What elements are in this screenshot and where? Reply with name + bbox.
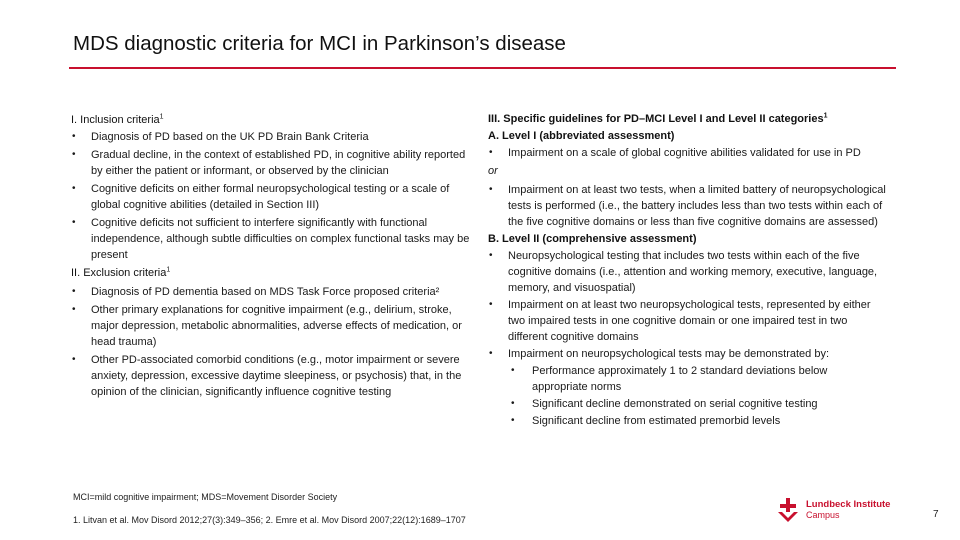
or-separator: or <box>488 165 498 177</box>
bullet-icon: • <box>489 147 493 158</box>
bullet-icon: • <box>72 149 76 160</box>
level2-sublist <box>488 363 893 429</box>
inclusion-list <box>71 129 476 263</box>
logo-text-secondary: Campus <box>806 510 840 520</box>
list-item: • Impairment on a scale of global cognitive abilities validated for use in PD <box>489 147 861 159</box>
list-item: • Gradual decline, in the context of established PD, in cognitive ability reported by either the patient or informant, or observed by the clinician <box>72 149 466 177</box>
level2-list <box>488 248 893 362</box>
list-item: • Impairment on at least two neuropsychological tests, represented by either two impaired tests in one cognitive domain or one impaired test in two different cognitive domains <box>489 299 871 343</box>
abbreviations-footnote: MCI=mild cognitive impairment; MDS=Movement Disorder Society <box>73 492 338 502</box>
list-item: • Diagnosis of PD based on the UK PD Brain Bank Criteria <box>72 131 369 143</box>
inclusion-ref: 1 <box>159 113 164 121</box>
bullet-icon: • <box>511 415 515 426</box>
bullet-icon: • <box>511 365 515 376</box>
list-item: • Significant decline demonstrated on serial cognitive testing <box>511 398 818 410</box>
logo-text-primary: Lundbeck Institute <box>806 499 891 510</box>
page-number: 7 <box>933 509 939 520</box>
bullet-icon: • <box>72 354 76 365</box>
title-divider <box>69 67 896 69</box>
level1-heading: A. Level I (abbreviated assessment) <box>488 130 675 142</box>
bullet-icon: • <box>72 217 76 228</box>
bullet-icon: • <box>72 131 76 142</box>
bullet-icon: • <box>72 286 76 297</box>
list-item: • Cognitive deficits not sufficient to interfere significantly with functional independence, although subtle difficulties on complex functional tasks may be present <box>72 217 470 261</box>
exclusion-ref: 1 <box>166 266 171 274</box>
bullet-icon: • <box>72 304 76 315</box>
list-item: • Other primary explanations for cognitive impairment (e.g., delirium, stroke, major depression, metabolic abnormalities, adverse effects of medication, or head trauma) <box>72 304 462 348</box>
list-item: • Impairment on at least two tests, when a limited battery of neuropsychological tests is performed (i.e., the battery includes less than two tests within each of the five cognitive domains or less than five cognitive domains are assessed) <box>489 184 886 228</box>
guidelines-heading: III. Specific guidelines for PD–MCI Level I and Level II categories$^1$ <box>488 112 828 125</box>
level1-list-a <box>488 145 893 161</box>
bullet-icon: • <box>489 348 493 359</box>
references-footnote: 1. Litvan et al. Mov Disord 2012;27(3):349–356; 2. Emre et al. Mov Disord 2007;22(12):1689–1707 <box>73 515 466 525</box>
left-column <box>71 112 476 402</box>
lundbeck-logo <box>776 496 906 524</box>
bullet-icon: • <box>511 398 515 409</box>
list-item: • Other PD-associated comorbid conditions (e.g., motor impairment or severe anxiety, depression, excessive daytime sleepiness, or psychosis) that, in the opinion of the clinician, significantly influence cognitive testing <box>72 354 462 398</box>
list-item: • Cognitive deficits on either formal neuropsychological testing or a scale of global cognitive abilities (detailed in Section III) <box>72 183 450 211</box>
bullet-icon: • <box>489 184 493 195</box>
inclusion-heading: I. Inclusion criteria$^1$ <box>71 113 164 126</box>
list-item: • Performance approximately 1 to 2 standard deviations below appropriate norms <box>511 365 828 393</box>
level1-list-b <box>488 182 893 230</box>
level2-heading: B. Level II (comprehensive assessment) <box>488 233 697 245</box>
lundbeck-logo-icon <box>776 496 800 524</box>
guidelines-ref: 1 <box>823 112 828 120</box>
exclusion-heading: II. Exclusion criteria$^1$ <box>71 266 171 279</box>
bullet-icon: • <box>489 250 493 261</box>
bullet-icon: • <box>489 299 493 310</box>
exclusion-list <box>71 284 476 400</box>
list-item: • Neuropsychological testing that includes two tests within each of the five cognitive domains (i.e., attention and working memory, executive, language, memory, and visuospatial) <box>489 250 878 294</box>
list-item: • Diagnosis of PD dementia based on MDS Task Force proposed criteria² <box>72 286 440 298</box>
slide-title: MDS diagnostic criteria for MCI in Parkinson’s disease <box>73 32 566 55</box>
list-item: • Significant decline from estimated premorbid levels <box>511 415 781 427</box>
bullet-icon: • <box>72 183 76 194</box>
right-column <box>488 111 893 430</box>
list-item: • Impairment on neuropsychological tests may be demonstrated by: <box>489 348 829 360</box>
